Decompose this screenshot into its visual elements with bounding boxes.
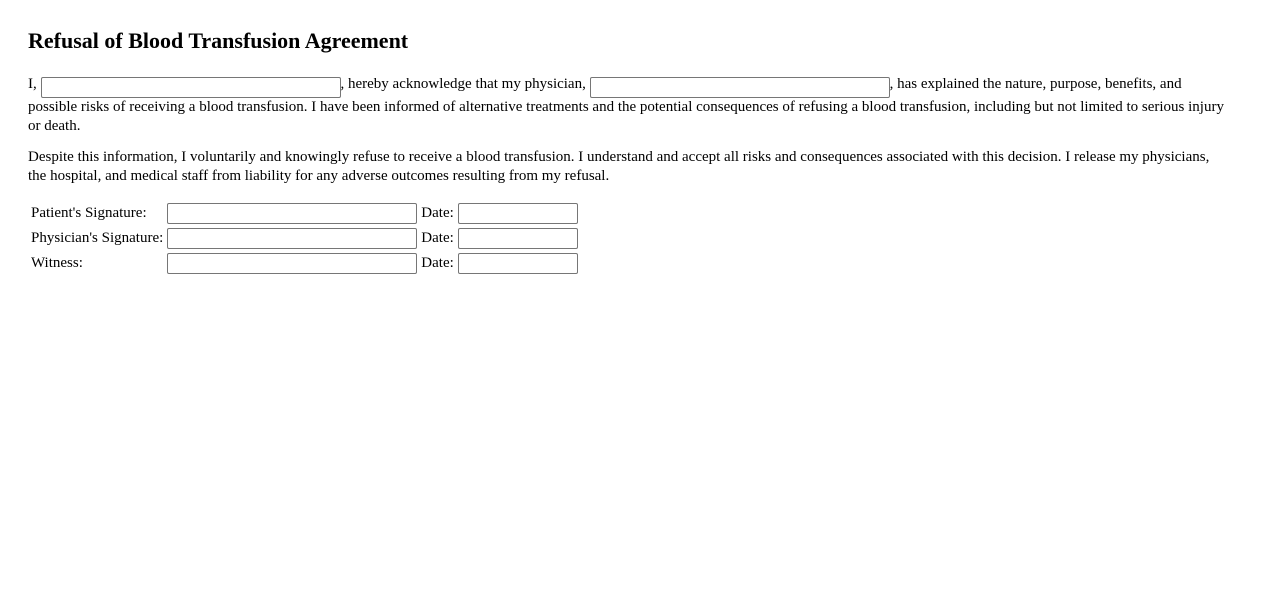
patient-date-label: Date: (421, 205, 454, 221)
patient-date-cell (457, 202, 579, 225)
patient-signature-cell (166, 202, 418, 225)
witness-date-label: Date: (421, 255, 454, 271)
witness-date-input[interactable] (458, 253, 578, 274)
physician-signature-cell (166, 227, 418, 250)
physician-signature-input[interactable] (167, 228, 417, 249)
witness-date-cell (457, 252, 579, 275)
patient-signature-label: Patient's Signature: (31, 205, 147, 221)
patient-signature-input[interactable] (167, 203, 417, 224)
physician-date-input[interactable] (458, 228, 578, 249)
refusal-paragraph: Despite this information, I voluntarily and knowingly refuse to receive a blood transfusion. I understand and accept all risks and consequences associated with this decision. I release my physicians, the hospital, and medical staff from liability for any adverse outcomes resulting from my refusal. (28, 149, 1210, 184)
signature-row-patient (30, 202, 579, 225)
physician-date-cell (457, 227, 579, 250)
physician-date-label: Date: (421, 230, 454, 246)
signature-row-physician (30, 227, 579, 250)
physician-name-input[interactable] (590, 77, 890, 98)
signature-row-witness (30, 252, 579, 275)
witness-signature-label: Witness: (31, 255, 83, 271)
witness-signature-cell (166, 252, 418, 275)
acknowledgement-prefix: I, (28, 76, 41, 92)
patient-date-input[interactable] (458, 203, 578, 224)
page-title: Refusal of Blood Transfusion Agreement (28, 28, 409, 53)
physician-signature-label: Physician's Signature: (31, 230, 164, 246)
patient-name-input[interactable] (41, 77, 341, 98)
signature-table (28, 200, 581, 277)
witness-signature-input[interactable] (167, 253, 417, 274)
acknowledgement-paragraph (28, 75, 1226, 135)
acknowledgement-suffix: , has explained the nature, purpose, benefits, and possible risks of receiving a blood transfusion. I have been informed of alternative treatments and the potential consequences of refusing a blood transfusion, including but not limited to serious injury or death. (28, 76, 1224, 134)
acknowledgement-middle: , hereby acknowledge that my physician, (340, 76, 590, 92)
